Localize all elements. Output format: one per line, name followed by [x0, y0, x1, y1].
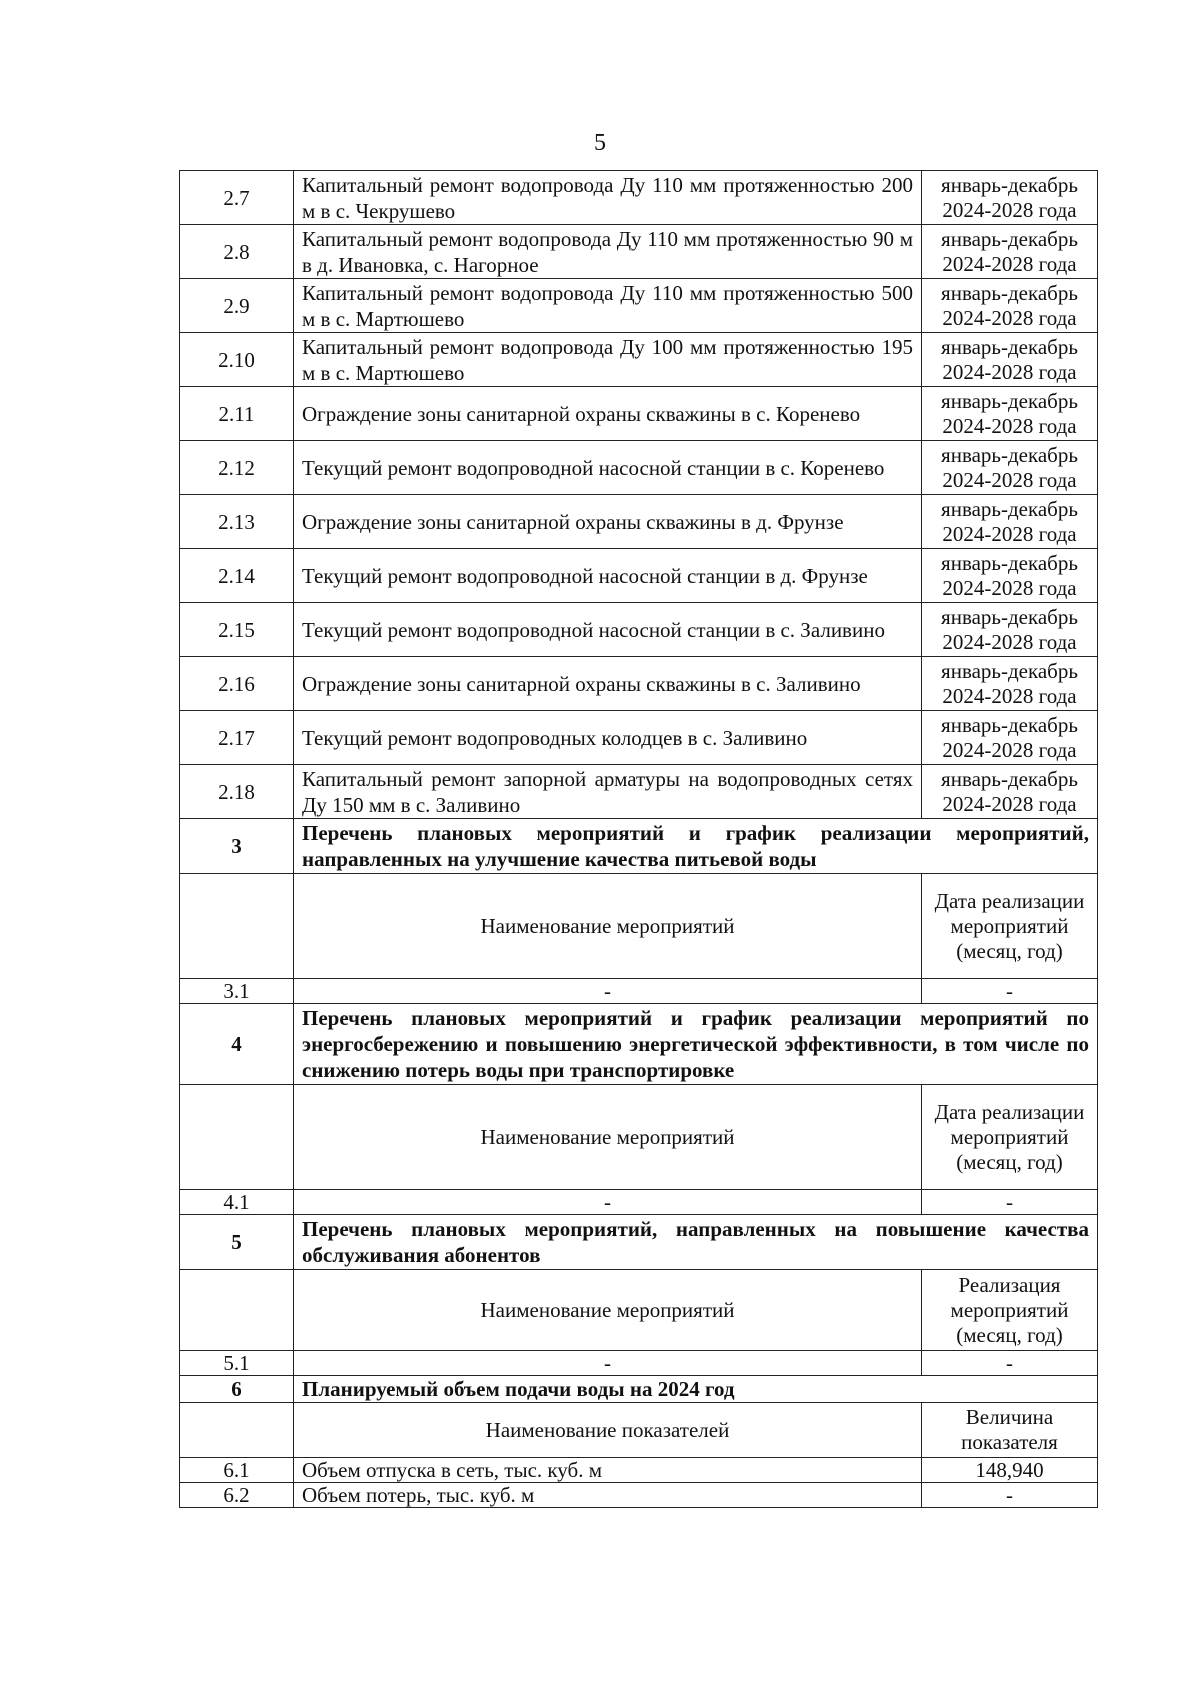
row-number: 2.12: [180, 441, 294, 495]
column-header-name: Наименование мероприятий: [294, 874, 922, 979]
row-description: -: [294, 979, 922, 1004]
section-title: Перечень плановых мероприятий и график реализации мероприятий, направленных на улучшение качества питьевой воды: [294, 819, 1098, 874]
row-number: 2.18: [180, 765, 294, 819]
table-row: [180, 549, 1098, 603]
row-number: 6.2: [180, 1483, 294, 1508]
section-number: 6: [180, 1376, 294, 1403]
row-description: Капитальный ремонт водопровода Ду 110 мм протяженностью 90 м в д. Ивановка, с. Нагорное: [294, 225, 922, 279]
row-number: 2.16: [180, 657, 294, 711]
table-row: [180, 225, 1098, 279]
table-row: [180, 333, 1098, 387]
row-date: январь-декабрь 2024-2028 года: [922, 495, 1098, 549]
row-date: январь-декабрь 2024-2028 года: [922, 765, 1098, 819]
row-number: 2.11: [180, 387, 294, 441]
row-date: январь-декабрь 2024-2028 года: [922, 711, 1098, 765]
row-description: Текущий ремонт водопроводной насосной станции в с. Коренево: [294, 441, 922, 495]
table-row: [180, 1351, 1098, 1376]
section-title: Планируемый объем подачи воды на 2024 год: [294, 1376, 1098, 1403]
row-description: Капитальный ремонт водопровода Ду 110 мм протяженностью 200 м в с. Чекрушево: [294, 171, 922, 225]
measures-table: [179, 170, 1098, 1508]
row-number: 2.7: [180, 171, 294, 225]
table-row: [180, 495, 1098, 549]
row-description: Капитальный ремонт водопровода Ду 100 мм протяженностью 195 м в с. Мартюшево: [294, 333, 922, 387]
table-row: [180, 1483, 1098, 1508]
row-number: 3.1: [180, 979, 294, 1004]
page-number: 5: [594, 130, 606, 156]
row-description: Текущий ремонт водопроводной насосной станции в д. Фрунзе: [294, 549, 922, 603]
table-row: [180, 603, 1098, 657]
row-description: Объем потерь, тыс. куб. м: [294, 1483, 922, 1508]
table-row: [180, 1458, 1098, 1483]
row-date: январь-декабрь 2024-2028 года: [922, 225, 1098, 279]
section-number: 3: [180, 819, 294, 874]
section-header-row: [180, 1215, 1098, 1270]
row-date: январь-декабрь 2024-2028 года: [922, 549, 1098, 603]
table-row: [180, 979, 1098, 1004]
row-value: -: [922, 1483, 1098, 1508]
row-description: Ограждение зоны санитарной охраны скважины в с. Коренево: [294, 387, 922, 441]
section-header-row: [180, 1376, 1098, 1403]
empty-cell: [180, 874, 294, 979]
row-date: январь-декабрь 2024-2028 года: [922, 603, 1098, 657]
empty-cell: [180, 1270, 294, 1351]
row-number: 2.17: [180, 711, 294, 765]
row-number: 2.14: [180, 549, 294, 603]
row-description: Текущий ремонт водопроводной насосной станции в с. Заливино: [294, 603, 922, 657]
row-date: январь-декабрь 2024-2028 года: [922, 279, 1098, 333]
section-number: 5: [180, 1215, 294, 1270]
row-number: 4.1: [180, 1190, 294, 1215]
row-number: 2.8: [180, 225, 294, 279]
column-header-date: Дата реализации мероприятий (месяц, год): [922, 1085, 1098, 1190]
table-row: [180, 657, 1098, 711]
section-header-row: [180, 819, 1098, 874]
row-description: Капитальный ремонт запорной арматуры на водопроводных сетях Ду 150 мм в с. Заливино: [294, 765, 922, 819]
table-row: [180, 171, 1098, 225]
row-number: 2.15: [180, 603, 294, 657]
table-row: [180, 765, 1098, 819]
column-header-date: Дата реализации мероприятий (месяц, год): [922, 874, 1098, 979]
row-date: январь-декабрь 2024-2028 года: [922, 441, 1098, 495]
table-row: [180, 279, 1098, 333]
section-number: 4: [180, 1004, 294, 1085]
row-number: 5.1: [180, 1351, 294, 1376]
row-description: -: [294, 1351, 922, 1376]
table-row: [180, 1190, 1098, 1215]
section-title: Перечень плановых мероприятий, направленных на повышение качества обслуживания абонентов: [294, 1215, 1098, 1270]
column-header-value: Величина показателя: [922, 1403, 1098, 1458]
row-number: 2.10: [180, 333, 294, 387]
empty-cell: [180, 1403, 294, 1458]
row-number: 2.13: [180, 495, 294, 549]
section-title: Перечень плановых мероприятий и график реализации мероприятий по энергосбережению и повышению энергетической эффективности, в том числе по снижению потерь воды при транспортировке: [294, 1004, 1098, 1085]
column-header-row: [180, 874, 1098, 979]
row-date: январь-декабрь 2024-2028 года: [922, 657, 1098, 711]
column-header-row: [180, 1270, 1098, 1351]
row-description: Текущий ремонт водопроводных колодцев в с. Заливино: [294, 711, 922, 765]
column-header-date: Реализация мероприятий (месяц, год): [922, 1270, 1098, 1351]
table-row: [180, 711, 1098, 765]
row-value: 148,940: [922, 1458, 1098, 1483]
empty-cell: [180, 1085, 294, 1190]
column-header-row: [180, 1085, 1098, 1190]
column-header-name: Наименование показателей: [294, 1403, 922, 1458]
row-description: Объем отпуска в сеть, тыс. куб. м: [294, 1458, 922, 1483]
column-header-name: Наименование мероприятий: [294, 1270, 922, 1351]
row-description: Капитальный ремонт водопровода Ду 110 мм протяженностью 500 м в с. Мартюшево: [294, 279, 922, 333]
table-row: [180, 441, 1098, 495]
row-date: -: [922, 1351, 1098, 1376]
row-description: Ограждение зоны санитарной охраны скважины в д. Фрунзе: [294, 495, 922, 549]
row-date: январь-декабрь 2024-2028 года: [922, 171, 1098, 225]
row-date: -: [922, 979, 1098, 1004]
row-number: 2.9: [180, 279, 294, 333]
section-header-row: [180, 1004, 1098, 1085]
table-row: [180, 387, 1098, 441]
row-description: Ограждение зоны санитарной охраны скважины в с. Заливино: [294, 657, 922, 711]
row-number: 6.1: [180, 1458, 294, 1483]
column-header-name: Наименование мероприятий: [294, 1085, 922, 1190]
row-description: -: [294, 1190, 922, 1215]
row-date: январь-декабрь 2024-2028 года: [922, 333, 1098, 387]
column-header-row: [180, 1403, 1098, 1458]
row-date: январь-декабрь 2024-2028 года: [922, 387, 1098, 441]
row-date: -: [922, 1190, 1098, 1215]
